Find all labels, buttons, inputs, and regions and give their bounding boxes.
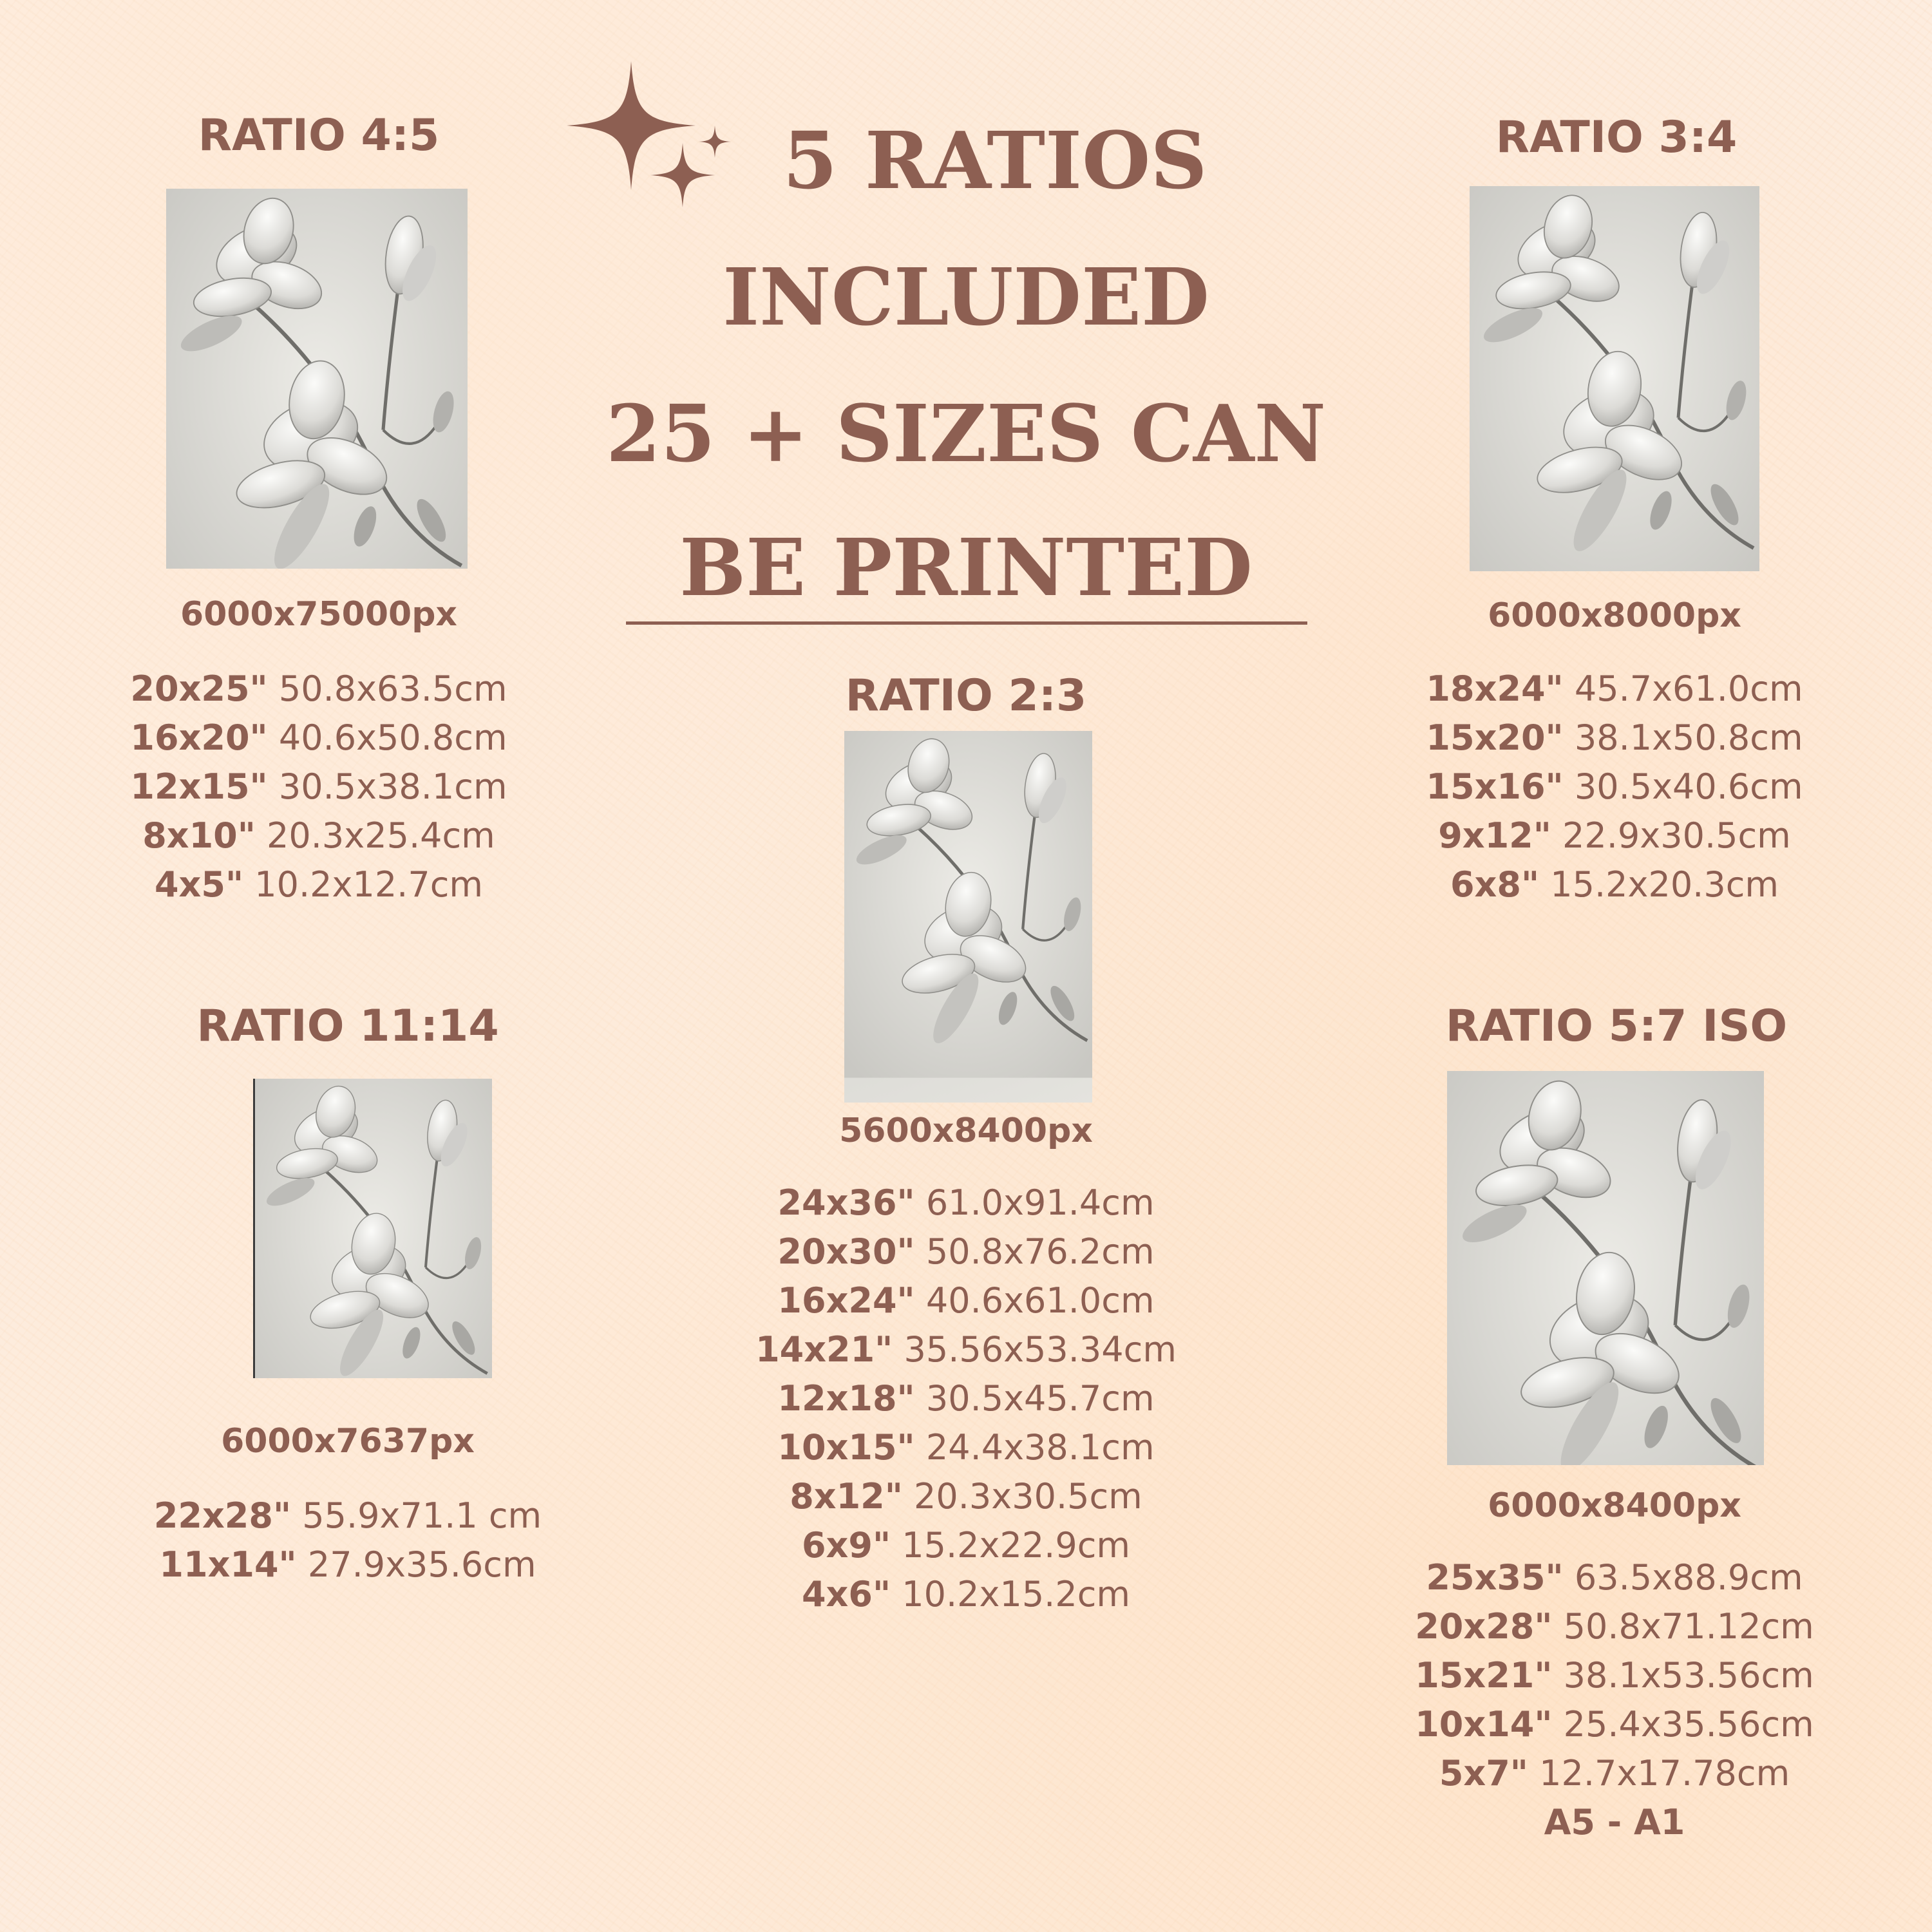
ratio-11-14-pixels: 6000x7637px [221, 1422, 475, 1461]
size-item: 20x28" 50.8x71.12cm [1415, 1606, 1814, 1647]
size-item: 15x16" 30.5x40.6cm [1426, 766, 1803, 807]
ratio-5-7-size-list [1357, 1553, 1872, 1847]
size-item: 15x20" 38.1x50.8cm [1426, 717, 1803, 758]
size-item: 8x10" 20.3x25.4cm [142, 815, 495, 856]
title-line-1: 5 RATIOS [782, 114, 1208, 207]
title-line-3: 25 + SIZES CAN [605, 387, 1326, 480]
size-item: 20x30" 50.8x76.2cm [777, 1231, 1155, 1272]
magnolia-artwork-11-14 [253, 1079, 492, 1378]
ratio-4-5-pixels: 6000x75000px [180, 595, 457, 634]
size-item: 16x20" 40.6x50.8cm [130, 717, 507, 758]
size-item: 11x14" 27.9x35.6cm [159, 1544, 536, 1585]
ratio-11-14-size-list [90, 1492, 605, 1589]
size-item: 12x15" 30.5x38.1cm [130, 766, 507, 807]
magnolia-artwork-2-3 [844, 731, 1092, 1103]
size-item: 8x12" 20.3x30.5cm [790, 1476, 1142, 1517]
size-item: 4x6" 10.2x15.2cm [801, 1574, 1130, 1615]
size-item: 12x18" 30.5x45.7cm [777, 1378, 1155, 1419]
ratio-4-5-size-list [61, 665, 576, 909]
size-extra: A5 - A1 [1544, 1802, 1685, 1842]
size-item: 5x7" 12.7x17.78cm [1439, 1753, 1790, 1794]
size-item: 10x14" 25.4x35.56cm [1415, 1704, 1814, 1745]
ratio-11-14-heading: RATIO 11:14 [196, 1001, 499, 1052]
ratio-2-3-pixels: 5600x8400px [839, 1112, 1093, 1150]
ratio-4-5-heading: RATIO 4:5 [198, 110, 440, 161]
size-item: 22x28" 55.9x71.1 cm [153, 1495, 542, 1536]
size-item: 15x21" 38.1x53.56cm [1415, 1655, 1814, 1696]
ratio-2-3-size-list [708, 1179, 1224, 1619]
size-item: 14x21" 35.56x53.34cm [755, 1329, 1177, 1370]
magnolia-artwork-3-4 [1470, 186, 1759, 571]
magnolia-artwork-5-7 [1447, 1071, 1764, 1465]
magnolia-artwork-4-5 [166, 189, 468, 569]
ratio-5-7-heading: RATIO 5:7 ISO [1445, 1001, 1788, 1052]
ratio-2-3-heading: RATIO 2:3 [845, 670, 1087, 721]
size-item: 6x8" 15.2x20.3cm [1450, 864, 1779, 905]
size-item: 24x36" 61.0x91.4cm [777, 1182, 1155, 1223]
title-line-4: BE PRINTED [679, 521, 1253, 614]
ratio-5-7-pixels: 6000x8400px [1488, 1486, 1741, 1525]
ratio-3-4-pixels: 6000x8000px [1488, 596, 1741, 635]
size-item: 10x15" 24.4x38.1cm [777, 1427, 1155, 1468]
ratio-3-4-size-list [1357, 665, 1872, 909]
size-item: 18x24" 45.7x61.0cm [1426, 668, 1803, 709]
size-item: 6x9" 15.2x22.9cm [801, 1525, 1130, 1566]
size-item: 16x24" 40.6x61.0cm [777, 1280, 1155, 1321]
size-item: 20x25" 50.8x63.5cm [130, 668, 507, 709]
title-divider [626, 621, 1307, 625]
size-item: 9x12" 22.9x30.5cm [1438, 815, 1791, 856]
size-item: 4x5" 10.2x12.7cm [154, 864, 483, 905]
size-item: 25x35" 63.5x88.9cm [1426, 1557, 1803, 1598]
ratio-3-4-heading: RATIO 3:4 [1495, 112, 1738, 163]
title-line-2: INCLUDED [723, 251, 1209, 343]
